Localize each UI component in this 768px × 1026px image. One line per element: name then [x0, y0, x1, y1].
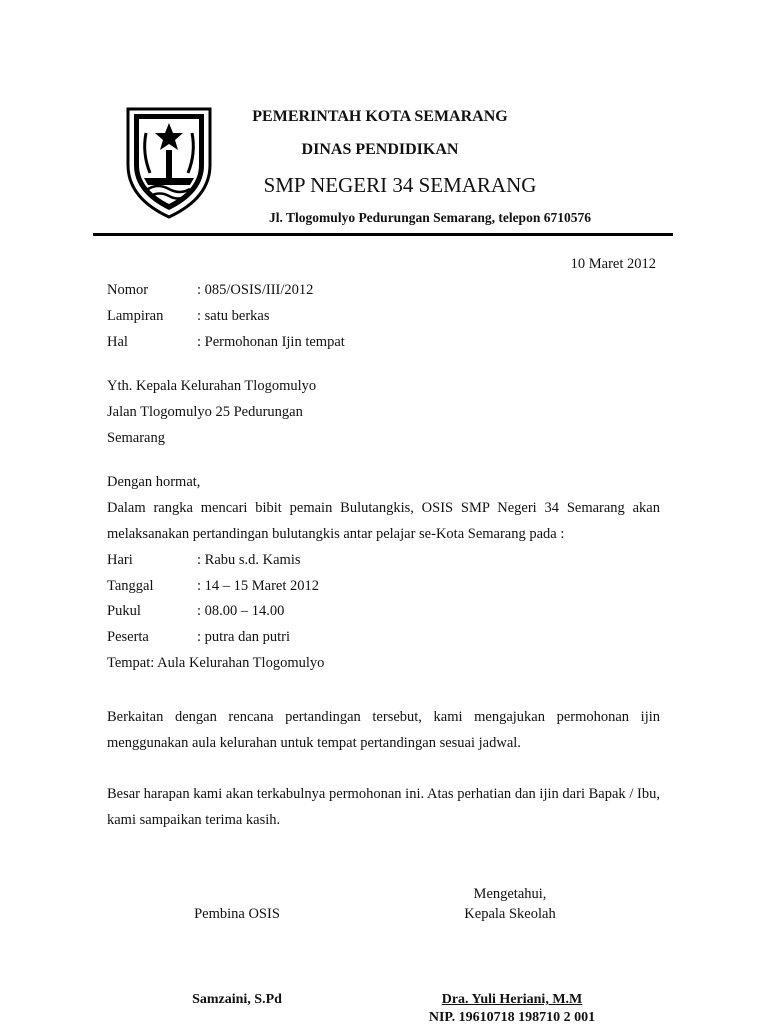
- right-signatory-name: Dra. Yuli Heriani, M.M: [441, 992, 583, 1007]
- meta-label: Hal: [107, 334, 128, 350]
- detail-row: [0, 598, 768, 624]
- meta-label: Nomor: [107, 282, 149, 298]
- left-signatory-title: Pembina OSIS: [194, 906, 280, 922]
- city-emblem-logo: [120, 103, 218, 221]
- meta-row: [0, 277, 768, 303]
- detail-value: : 14 – 15 Maret 2012: [197, 578, 320, 594]
- letterhead-divider: [93, 233, 673, 236]
- letter-date: 10 Maret 2012: [570, 256, 656, 272]
- right-signatory-nip: NIP. 19610718 198710 2 001: [428, 1010, 596, 1025]
- right-signatory-title: Kepala Skeolah: [464, 906, 556, 922]
- recipient-line: Yth. Kepala Kelurahan Tlogomulyo: [107, 378, 317, 394]
- acknowledged-label: Mengetahui,: [473, 886, 547, 902]
- letterhead-government: PEMERINTAH KOTA SEMARANG: [252, 108, 508, 125]
- closing-paragraph: Besar harapan kami akan terkabulnya permohonan ini. Atas perhatian dan ijin dari Bapak / Ibu, kami sampaikan terima kasih.: [107, 786, 660, 828]
- greeting: Dengan hormat,: [107, 474, 201, 490]
- meta-value: : 085/OSIS/III/2012: [197, 282, 314, 298]
- detail-label: Hari: [107, 552, 133, 568]
- detail-row: [0, 624, 768, 650]
- letterhead-department: DINAS PENDIDIKAN: [301, 141, 459, 158]
- recipient-line: Semarang: [107, 430, 165, 446]
- letterhead-address: Jl. Tlogomulyo Pedurungan Semarang, telepon 6710576: [269, 210, 591, 225]
- detail-label: Pukul: [107, 603, 141, 619]
- meta-value: : Permohonan Ijin tempat: [197, 334, 345, 350]
- detail-value: : putra dan putri: [197, 629, 291, 645]
- meta-value: : satu berkas: [197, 308, 270, 324]
- letterhead-school: SMP NEGERI 34 SEMARANG: [263, 173, 537, 197]
- intro-paragraph: Dalam rangka mencari bibit pemain Bulutangkis, OSIS SMP Negeri 34 Semarang akan melaksanakan pertandingan bulutangkis antar pelajar se-Kota Semarang pada :: [107, 500, 660, 542]
- recipient-line: Jalan Tlogomulyo 25 Pedurungan: [107, 404, 303, 420]
- meta-row: [0, 303, 768, 329]
- detail-label: Tanggal: [107, 578, 154, 594]
- detail-row: [0, 547, 768, 573]
- request-paragraph: Berkaitan dengan rencana pertandingan tersebut, kami mengajukan permohonan ijin menggunakan aula kelurahan untuk tempat pertandingan sesuai jadwal.: [107, 709, 660, 751]
- detail-value: : Rabu s.d. Kamis: [197, 552, 301, 568]
- left-signatory-name: Samzaini, S.Pd: [192, 992, 282, 1007]
- detail-row: [0, 573, 768, 599]
- meta-label: Lampiran: [107, 308, 164, 324]
- venue-line: Tempat: Aula Kelurahan Tlogomulyo: [107, 655, 325, 671]
- detail-label: Peserta: [107, 629, 149, 645]
- meta-row: [0, 329, 768, 355]
- detail-value: : 08.00 – 14.00: [197, 603, 285, 619]
